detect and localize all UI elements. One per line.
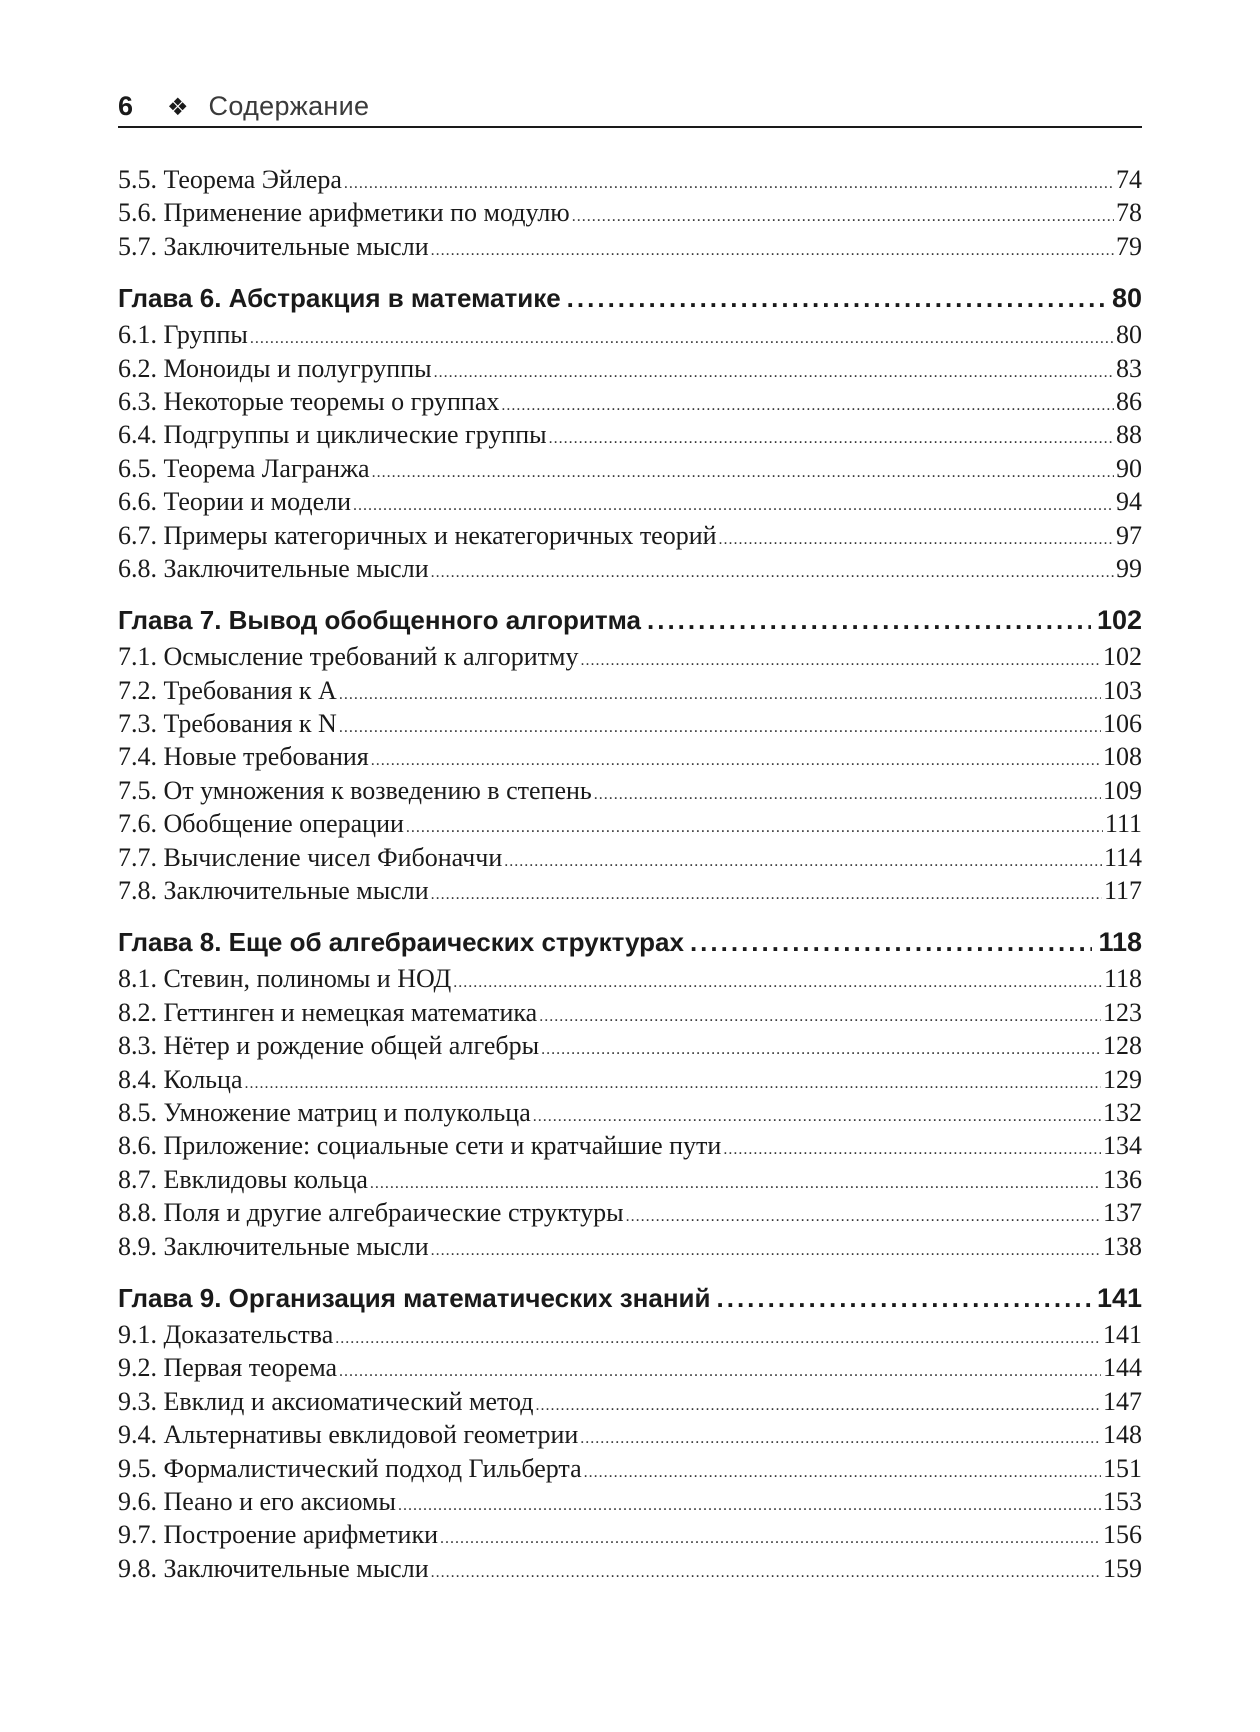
dot-leader [723,1133,1101,1166]
toc-entry[interactable] [118,1196,1142,1229]
toc-page-number: 83 [1116,353,1142,383]
toc-page-number: 136 [1103,1164,1142,1194]
toc-entry[interactable] [118,452,1142,485]
page-header [118,88,1142,128]
toc-title: 8.3. Нётер и рождение общей алгебры [118,1031,540,1061]
toc-title: 8.9. Заключительные мысли [118,1231,429,1261]
dot-leader [431,878,1102,911]
dot-leader [504,845,1102,878]
toc-title: 8.2. Геттинген и немецкая математика [118,997,538,1027]
dot-leader [453,966,1102,999]
dot-leader [431,556,1114,589]
toc-page-number: 108 [1103,742,1142,772]
toc-entry[interactable] [118,230,1142,263]
toc-title: 6.1. Группы [118,320,248,350]
toc-title: 8.7. Евклидовы кольца [118,1164,368,1194]
dot-leader [339,678,1101,711]
toc-title: 6.7. Примеры категоричных и некатегоричных теорий [118,520,717,550]
toc-page-number: 132 [1103,1097,1142,1127]
toc-page-number: 137 [1103,1198,1142,1228]
dot-leader [572,200,1114,233]
toc-chapter-heading[interactable] [118,1281,1142,1316]
toc-page-number: 88 [1116,420,1142,450]
toc-page-number: 147 [1103,1386,1142,1416]
toc-page-number: 138 [1103,1231,1142,1261]
toc-title: 5.6. Применение арифметики по модулю [118,198,570,228]
toc-page-number: 94 [1116,487,1142,517]
toc-entry[interactable] [118,640,1142,673]
toc-page-number: 141 [1103,1319,1142,1349]
toc-title: 9.8. Заключительные мысли [118,1553,429,1583]
toc-page-number: 156 [1103,1520,1142,1550]
toc-title: 9.7. Построение арифметики [118,1520,438,1550]
toc-title: 7.3. Требования к N [118,709,337,739]
dot-leader [533,1100,1101,1133]
toc-entry[interactable] [118,740,1142,773]
toc-page-number: 111 [1104,809,1142,839]
toc-page-number: 144 [1103,1353,1142,1383]
toc-page-number: 117 [1103,876,1142,906]
toc-title: 7.8. Заключительные мысли [118,876,429,906]
dot-leader [580,1422,1101,1455]
toc-entry[interactable] [118,318,1142,351]
toc-page-number: 123 [1103,997,1142,1027]
dot-leader [434,356,1114,389]
dot-leader [353,489,1114,522]
toc-title: 6.4. Подгруппы и циклические группы [118,420,547,450]
toc-page-number: 86 [1116,386,1142,416]
toc-entry[interactable] [118,841,1142,874]
toc-title: 7.2. Требования к A [118,675,337,705]
toc-page-number: 99 [1116,553,1142,583]
toc-entry[interactable] [118,1452,1142,1485]
toc-entry[interactable] [118,1029,1142,1062]
toc-title: 6.8. Заключительные мысли [118,553,429,583]
toc-chapter-heading[interactable] [118,603,1142,638]
dot-leader [344,167,1114,200]
diamond-ornament-icon: ❖ [167,94,189,121]
dot-leader [647,603,1091,638]
toc-page-number: 78 [1116,198,1142,228]
toc-page-number: 114 [1103,842,1142,872]
toc-entry[interactable] [118,1351,1142,1384]
toc-title: Глава 6. Абстракция в математике [118,283,561,314]
toc-title: 8.5. Умножение матриц и полукольца [118,1097,531,1127]
toc-title: 9.5. Формалистический подход Гильберта [118,1453,582,1483]
toc-entry[interactable] [118,1385,1142,1418]
toc-page-number: 141 [1096,1282,1142,1313]
toc-entry[interactable] [118,1552,1142,1585]
page-number: 6 [118,91,134,121]
dot-leader [501,389,1114,422]
toc-entry[interactable] [118,1163,1142,1196]
dot-leader [431,1556,1101,1589]
dot-leader [690,925,1092,960]
dot-leader [594,778,1101,811]
toc-title: 9.2. Первая теорема [118,1353,338,1383]
toc-title: 8.6. Приложение: социальные сети и кратчайшие пути [118,1131,722,1161]
toc-page-number: 153 [1103,1486,1142,1516]
toc-page-number: 97 [1116,520,1142,550]
dot-leader [719,523,1114,556]
toc-page-number: 159 [1103,1553,1142,1583]
toc-page-number: 148 [1103,1420,1142,1450]
toc-entry[interactable] [118,1318,1142,1351]
dot-leader [539,1000,1101,1033]
toc-entry[interactable] [118,1230,1142,1263]
dot-leader [440,1522,1101,1555]
dot-leader [549,422,1114,455]
toc-page-number: 118 [1098,927,1142,958]
dot-leader [584,1456,1101,1489]
toc-title: 8.8. Поля и другие алгебраические структуры [118,1198,624,1228]
toc-page-number: 118 [1103,964,1142,994]
dot-leader [371,744,1101,777]
dot-leader [339,711,1101,744]
toc-page-number: 109 [1103,775,1142,805]
toc-title: Глава 9. Организация математических знаний [118,1282,711,1313]
toc-title: Глава 8. Еще об алгебраических структурах [118,927,684,958]
toc-title: 7.5. От умножения к возведению в степень [118,775,592,805]
toc-title: 6.5. Теорема Лагранжа [118,453,370,483]
toc-entry[interactable] [118,707,1142,740]
dot-leader [372,456,1114,489]
toc-entry[interactable] [118,962,1142,995]
toc-title: 6.2. Моноиды и полугруппы [118,353,432,383]
toc-entry[interactable] [118,196,1142,229]
toc-page-number: 129 [1103,1064,1142,1094]
running-head: Содержание [208,91,370,121]
toc-entry[interactable] [118,1418,1142,1451]
toc-title: 8.1. Стевин, полиномы и НОД [118,964,452,994]
toc-title: 5.5. Теорема Эйлера [118,165,342,194]
toc-entry[interactable] [118,163,1142,196]
toc-title: 8.4. Кольца [118,1064,243,1094]
dot-leader [398,1489,1101,1522]
toc-entry[interactable] [118,1485,1142,1518]
toc-page-number: 80 [1116,320,1142,350]
toc-title: 5.7. Заключительные мысли [118,231,429,261]
dot-leader [339,1355,1101,1388]
toc-page-number: 79 [1116,231,1142,261]
toc-title: 6.6. Теории и модели [118,487,352,517]
toc-entry[interactable] [118,674,1142,707]
dot-leader [541,1033,1101,1066]
dot-leader [567,281,1106,316]
dot-leader [245,1067,1102,1100]
toc-entry[interactable] [118,385,1142,418]
toc-title: 9.4. Альтернативы евклидовой геометрии [118,1420,579,1450]
dot-leader [535,1389,1101,1422]
toc-page-number: 134 [1103,1131,1142,1161]
toc-entry[interactable] [118,996,1142,1029]
dot-leader [370,1167,1101,1200]
dot-leader [406,811,1103,844]
toc-page-number: 74 [1116,165,1142,194]
dot-leader [335,1322,1101,1355]
toc-entry[interactable] [118,485,1142,518]
toc-title: 7.4. Новые требования [118,742,369,772]
toc-title: 9.3. Евклид и аксиоматический метод [118,1386,534,1416]
toc-page-number: 90 [1116,453,1142,483]
toc-title: 9.6. Пеано и его аксиомы [118,1486,396,1516]
toc-entry[interactable] [118,1129,1142,1162]
dot-leader [580,644,1101,677]
toc-entry[interactable] [118,418,1142,451]
toc-page-number: 102 [1096,605,1142,636]
toc-title: 6.3. Некоторые теоремы о группах [118,386,500,416]
table-of-contents [118,163,1142,1585]
dot-leader [431,1234,1101,1267]
dot-leader [626,1200,1101,1233]
toc-chapter-heading[interactable] [118,281,1142,316]
toc-page-number: 103 [1103,675,1142,705]
toc-title: 7.7. Вычисление чисел Фибоначчи [118,842,503,872]
toc-title: 7.6. Обобщение операции [118,809,404,839]
toc-title: 7.1. Осмысление требований к алгоритму [118,642,579,672]
toc-page-number: 151 [1103,1453,1142,1483]
toc-entry[interactable] [118,1096,1142,1129]
toc-entry[interactable] [118,807,1142,840]
toc-entry[interactable] [118,1518,1142,1551]
toc-page-number: 106 [1103,709,1142,739]
toc-entry[interactable] [118,774,1142,807]
toc-entry[interactable] [118,1063,1142,1096]
toc-entry[interactable] [118,352,1142,385]
toc-entry[interactable] [118,874,1142,907]
dot-leader [431,234,1114,267]
toc-page-number: 102 [1103,642,1142,672]
toc-title: 9.1. Доказательства [118,1319,334,1349]
dot-leader [250,322,1114,355]
toc-entry[interactable] [118,519,1142,552]
toc-entry[interactable] [118,552,1142,585]
toc-title: Глава 7. Вывод обобщенного алгоритма [118,605,641,636]
toc-page-number: 80 [1111,283,1142,314]
dot-leader [717,1281,1091,1316]
toc-page-number: 128 [1103,1031,1142,1061]
toc-chapter-heading[interactable] [118,925,1142,960]
